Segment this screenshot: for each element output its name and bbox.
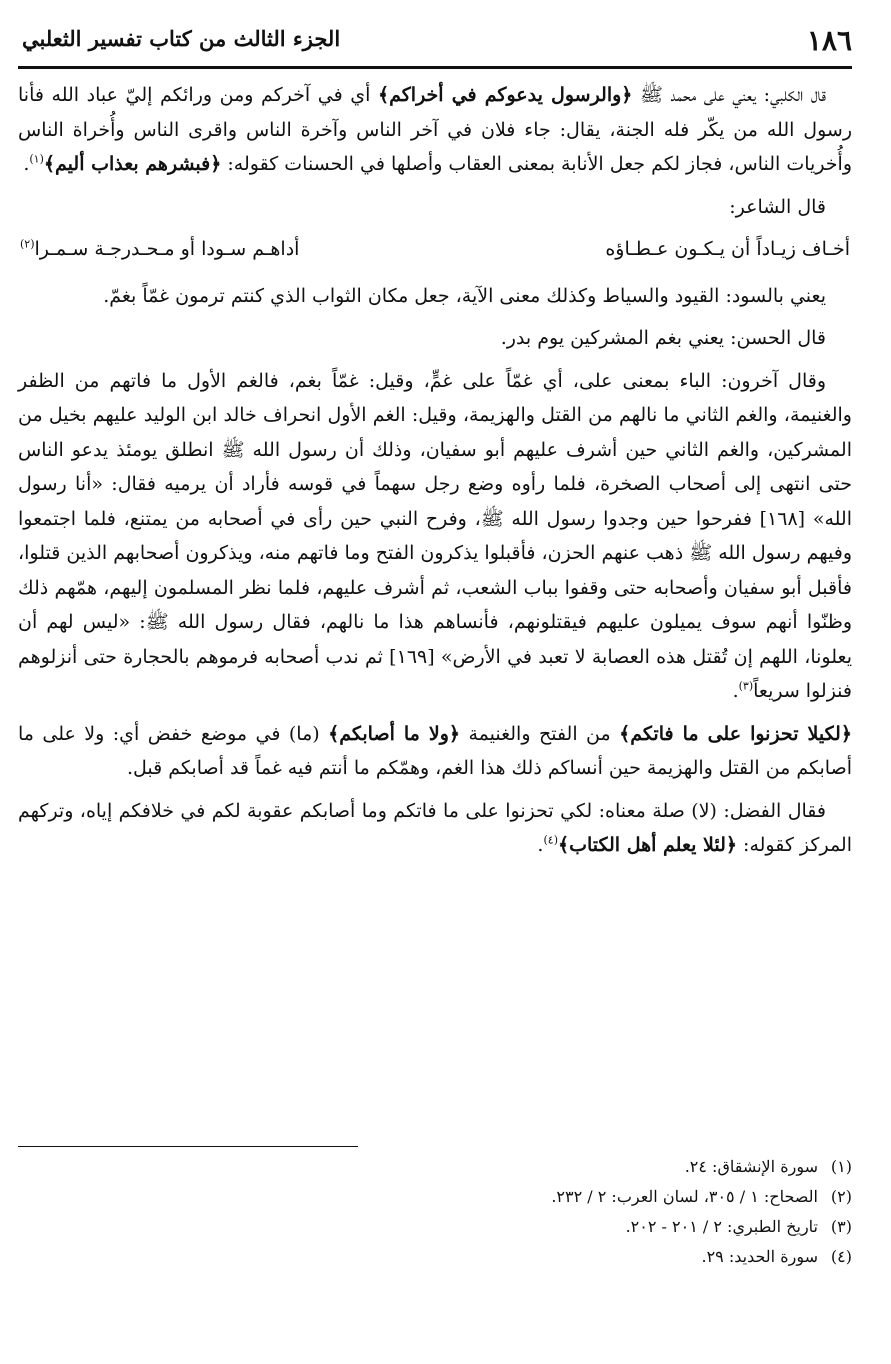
paragraph-end: . [23,153,30,175]
quran-quote: ﴿لكيلا تحزنوا على ما فاتكم﴾ [619,722,852,745]
paragraph-text: (ما) في موضع خفض أي: ولا على ما أصابكم من القتل والهزيمة حين أنساكم ذلك هذا الغم، وهمّكم ما أنتم فيه غماً قد أصابكم قبل. [18,722,852,779]
quran-quote: ﴿لئلا يعلم أهل الكتاب﴾ [557,834,737,856]
footnote-divider [18,1146,358,1147]
main-text [18,78,852,871]
footnote-number: (٤) [830,1247,852,1266]
footnote [18,1182,852,1212]
paragraph-text: من الفتح والغنيمة [460,722,620,745]
page-number: ١٨٦ [806,24,852,57]
footnote [18,1242,852,1272]
footnote-ref: (٤) [543,833,558,847]
paragraph-text: وقال آخرون: الباء بمعنى على، أي غمّاً على غمٍّ، وقيل: غمّاً بغم، فالغم الأول ما فاتهم من الظفر والغنيمة، والغم الثاني ما نالهم من القتل والهزيمة، وقيل: الغم الأول انحراف خالد ابن الوليد عليهم بخيل من المشركين، والغم الثاني حين أشرف عليهم أبو سفيان، وذلك أن رسول الله ﷺ انطلق يومئذ يدعو الناس حتى انتهى إلى أصحاب الصخرة، فلما رأوه وضع رجل سهماً في قوسه فأراد أن يرميه فقال: «أنا رسول الله» [١٦٨] ففرحوا حين وجدوا رسول الله ﷺ، وفرح النبي حين رأى في أصحابه من يمتنع، فلما اجتمعوا وفيهم رسول الله ﷺ ذهب عنهم الحزن، فأقبلوا يذكرون الفتح وما فاتهم منه، ويذكرون أصحابهم الذين قتلوا، فأقبل أبو سفيان وأصحابه حتى وقفوا بباب الشعب، ثم أشرف عليهم، فلما نظر المسلمون إليهم، همّهم ذلك وظنّوا أنهم سوف يميلون عليهم فيقتلونهم، فأنساهم هذا ما نالهم، فقال رسول الله ﷺ: «ليس لهم أن يعلونا، اللهم إن تُقتل هذه العصابة لا تعبد في الأرض» [١٦٩] ثم ندب أصحابه فرموهم بالحجارة حتى أنزلوهم فنزلوا سريعاً [18,369,852,702]
verse-first-hemistich: أخـاف زيـاداً أن يـكـون عـطـاؤه [605,238,850,260]
paragraph-end: . [537,834,544,856]
footnote-ref: (٣) [738,679,754,693]
footnote-text: سورة الحديد: ٢٩. [701,1247,818,1266]
footnote-ref: (٢) [20,237,35,251]
paragraph-text: أي في آخركم ومن ورائكم إليّ عباد الله فأنا رسول الله من يكّر فله الجنة، يقال: جاء فلان في آخر الناس وآخرة الناس واقرى الناس وأُخراة الناس وأُخريات الناس، فجاز لكم جعل الأنابة بمعنى العقاب وأصلها في الحسنات كقوله: [18,84,852,175]
paragraph-hasan: قال الحسن: يعني بغم المشركين يوم بدر. [500,327,826,349]
paragraph-fadl [18,794,852,863]
quran-quote: ﴿ولا ما أصابكم﴾ [328,722,461,745]
paragraph-kalbi [18,78,852,182]
paragraph-poet-intro: قال الشاعر: [729,195,826,218]
paragraph-verse-comment [18,717,852,786]
page-header [22,18,852,64]
quran-quote: ﴿والرسول يدعوكم في أخراكم﴾ [377,84,633,106]
quran-quote: ﴿فبشرهم بعذاب أليم﴾ [43,153,222,175]
verse-text: أداهـم سـودا أو مـحـدرجـة سـمـرا [34,238,300,260]
paragraph-others [18,364,852,709]
footnote-text: الصحاح: ١ / ٣٠٥، لسان العرب: ٢ / ٢٣٢. [551,1187,818,1206]
footnote [18,1212,852,1242]
footnote-number: (٢) [830,1187,852,1206]
paragraph-text: فقال الفضل: (لا) صلة معناه: لكي تحزنوا على ما فاتكم وما أصابكم عقوبة لكم في خلافكم إياه، وتركهم المركز كقوله: [18,799,852,856]
footnote-number: (٣) [830,1217,852,1236]
footnote-ref: (١) [29,152,44,166]
footnote-text: تاريخ الطبري: ٢ / ٢٠١ - ٢٠٢. [625,1217,818,1236]
footnotes [18,1152,852,1272]
paragraph-end: . [732,680,739,702]
paragraph-text: قال الكلبي: يعني على محمد ﷺ [632,84,826,106]
verse-second-hemistich [20,232,299,267]
running-title: الجزء الثالث من كتاب تفسير الثعلبي [22,26,341,51]
footnote [18,1152,852,1182]
header-divider [18,66,852,69]
paragraph-explanation: يعني بالسود: القيود والسياط وكذلك معنى الآية، جعل مكان الثواب الذي كنتم ترمون غمّاً بغمّ. [103,284,826,307]
footnote-number: (١) [830,1157,852,1176]
poetry-verse [18,232,852,267]
footnote-text: سورة الإنشقاق: ٢٤. [684,1157,818,1176]
